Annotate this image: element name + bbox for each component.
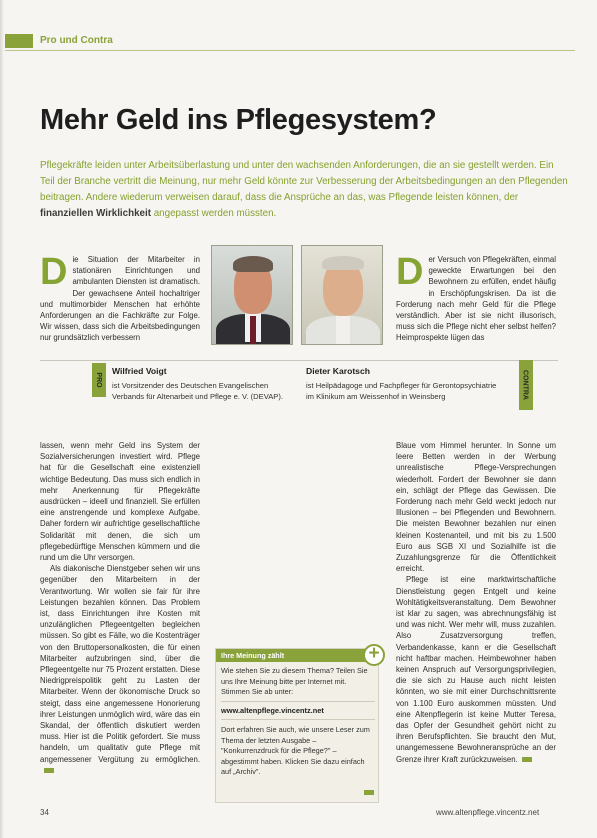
pro-dropcap: D [40,251,68,293]
contra-name: Dieter Karotsch [306,366,370,376]
opinion-box [215,643,380,803]
contra-body-p1: Blaue vom Himmel herunter. In Sonne um leere Betten werden in der Werbung unrealistische Pflege-Versprechungen wiederholt. Fordert der Bewohner sie dann ein, schlägt der Pflege das Gewissen. Die Forderung nach mehr Geld weckt jedoch nur Illusionen – bei Pflegenden und Bewohnern. Die meisten Bewohner bezahlen nur einen kleinen Kostenanteil, und mit bis zu 1.500 Euro aus SGB XI und Sozialhilfe ist die Zuzahlungsgrenze für die Öffentlichkeit erreicht. [396,441,556,574]
pro-tab-label: PRO [95,372,103,388]
name-divider [40,360,558,361]
opinion-box-title: Ihre Meinung zählt [216,649,380,662]
section-header [5,34,575,48]
contra-tab-label: CONTRA [521,370,529,400]
pro-end-mark [44,768,54,773]
pro-author [112,365,292,402]
pro-body-p1: lassen, wenn mehr Geld ins System der Sozialversicherungen investiert wird. Pflege hat für die Gesellschaft eine existenziell wichtige Bedeutung. Das muss sich endlich in mehr Anerkennung für Pflegekräfte ausdrücken – ideell und finanziell. Sie erfüllen eine anstrengende und komplexe Aufgabe. Daher fordern wir aufrichtige gesellschaftliche Solidarität mit denen, die sich um pflegebedürftige Menschen kümmern und die rund um die Uhr versorgen. [40,441,200,563]
contra-dropcap: D [396,251,424,293]
contra-body [396,440,556,765]
page-fold-shadow [0,0,4,838]
pro-name: Wilfried Voigt [112,366,167,376]
pro-intro [40,251,200,344]
contra-end-mark [522,757,532,762]
contra-portrait [301,245,383,345]
box-end-mark [364,790,374,795]
opinion-box-rule1 [221,701,375,702]
headline: Mehr Geld ins Pflegesystem? [40,104,437,136]
section-label: Pro und Contra [40,35,113,46]
footer-url[interactable]: www.altenpflege.vincentz.net [436,808,540,817]
lead-text: Pflegekräfte leiden unter Arbeitsüberlastung und unter den wachsenden Anforderungen, die an sie gestellt werden. Ein Teil der Branche vertritt die Meinung, nur mehr Geld könnte zur Verbesserung der Arbeitsbedingungen an den Pflegenden beitragen. Andere wiederum verweisen darauf, dass die Ansprüche an das, was Pflegende leisten können, der [40,160,568,203]
section-rule [5,50,575,51]
pro-body [40,440,200,776]
page-number: 34 [40,808,49,817]
contra-intro [396,251,556,344]
contra-body-p2: Pflege ist eine marktwirtschaftliche Dienstleistung gegen Entgelt und keine Wohltätigkeitsveranstaltung. Dem Bewohner ist klar zu sagen, was abrechnungsfähig ist und was nicht. Wer mehr will, muss zuzahlen. Also Zusatzversorgung treffen, Verbandenkasse, kann er die Gesellschaft nicht haftbar machen. Heimbewohner haben keinen Anspruch auf Versorgungsprivilegien, die sie sich zu Hause auch nicht leisten könnten, wo sie mit einer Durchschnittsrente von 1.100 Euro auskommen müssten. Und eine Altenpflegerin ist keine Mutter Teresa, das Opfer der Gesundheit gehört nicht zu ihren Berufspflichten. Sie braucht den Mut, unangemessene Bewohneransprüche an der Grenze ihrer Kraft zurückzuweisen. [396,575,556,764]
lead-paragraph [40,158,568,222]
contra-desc: ist Heilpädagoge und Fachpfleger für Gerontopsychiatrie im Klinikum am Weissenhof in Weinsberg [306,381,497,401]
pro-tab [92,363,106,397]
opinion-box-text2: Dort erfahren Sie auch, wie unsere Leser zum Thema der letzten Ausgabe – "Konkurrenzdruck für die Pflege?" – abgestimmt haben. Klicken Sie dazu einfach auf „Archiv". [221,725,370,776]
opinion-box-text1: Wie stehen Sie zu diesem Thema? Teilen Sie uns Ihre Meinung bitte per Internet mit. Stimmen Sie ab unter: [221,666,368,696]
opinion-box-rule2 [221,719,375,720]
opinion-box-url[interactable]: www.altenpflege.vincentz.net [221,706,324,715]
pro-body-p2: Als diakonische Dienstgeber sehen wir uns gegenüber den Mitarbeitern in der Verantwortung. Wir wollen sie fair für ihre Leistungen bezahlen können. Das Problem ist, dass Einrichtungen ihre Kosten mit unzulänglichen Pflegeentgelten begleichen müssen. So gibt es Fälle, wo die Kostenträger von den Bruttopersonalkosten, die für einen Mitarbeiter aufzubringen sind, über die Pflegeentgelte nur 75 Prozent erstatten. Diese Niedrigpreispolitik geht zu Lasten der Mitarbeiter. Wenn der ökonomische Druck so steigt, dass eine angemessene Honorierung ihrer Leistungen unmöglich wird, wäre das ein Skandal, der öffentlich diskutiert werden muss. Hier ist die Politik gefordert. Sie muss handeln, um qualitativ gute Pflege mit angemessener Vergütung zu ermöglichen. [40,564,200,764]
pro-intro-text: ie Situation der Mitarbeiter in stationären Einrichtungen und ambulanten Diensten ist dramatisch. Der gewachsene Anteil hochaltriger und multimorbider Menschen hat erhöhte Anforderungen an die Fachkräfte zur Folge. Wir wissen, dass sich die Arbeitsbedingungen nur grundsätzlich verbessern [40,255,200,343]
contra-author [306,365,506,402]
contra-tab [519,360,533,410]
plus-icon: + [363,644,385,666]
section-color-block [5,34,33,48]
lead-bold: finanziellen Wirklichkeit [40,208,151,219]
pro-portrait [211,245,293,345]
contra-intro-text: er Versuch von Pflegekräften, einmal geweckte Erwartungen bei den Bewohnern zu erfüllen, endet häufig in Erschöpfungskrisen. Da ist die Forderung nach mehr Geld für die Pflege verständlich. Aber ist sie nicht illusorisch, muss sich die Pflege nicht eher selbst helfen? Heimprospekte lügen das [396,255,556,343]
pro-desc: ist Vorsitzender des Deutschen Evangelischen Verbands für Altenarbeit und Pflege e. V. (DEVAP). [112,381,283,401]
lead-tail: angepasst werden müssten. [153,208,277,219]
